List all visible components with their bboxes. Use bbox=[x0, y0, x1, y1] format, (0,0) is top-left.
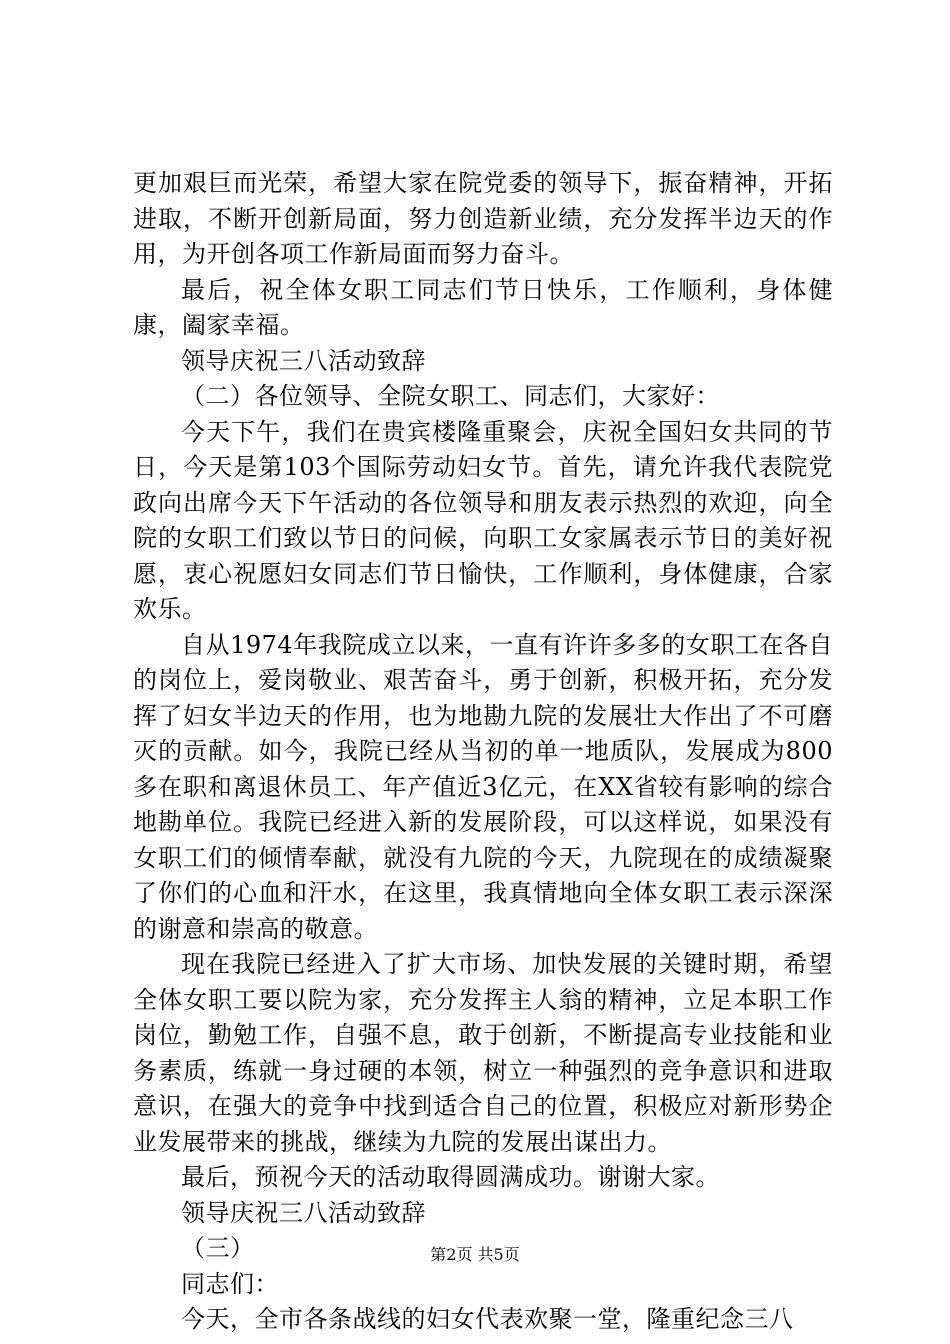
paragraph-3: （二）各位领导、全院女职工、同志们，大家好： bbox=[181, 382, 720, 410]
paragraph-4: 今天下午，我们在贵宾楼隆重聚会，庆祝全国妇女共同的节日，今天是第103个国际劳动妇女节。首先，请允许我代表院党政向出席今天下午活动的各位领导和朋友表示热烈的欢迎，向全院的女职工们致以节日的问候，向职工女家属表示节日的美好祝愿，衷心祝愿妇女同志们节日愉快，工作顺利，身体健康，合家欢乐。 bbox=[133, 417, 833, 623]
paragraph-8: 今天，全市各条战线的妇女代表欢聚一堂，隆重纪念三八 bbox=[181, 1305, 794, 1333]
salutation: 同志们： bbox=[181, 1269, 279, 1298]
paragraph-1: 更加艰巨而光荣，希望大家在院党委的领导下，振奋精神，开拓进取，不断开创新局面，努力创造新业绩，充分发挥半边天的作用，为开创各项工作新局面而努力奋斗。 bbox=[133, 169, 833, 268]
paragraph-6: 现在我院已经进入了扩大市场、加快发展的关键时期，希望全体女职工要以院为家，充分发挥主人翁的精神，立足本职工作岗位，勤勉工作，自强不息，敢于创新，不断提高专业技能和业务素质，练就一身过硬的本领，树立一种强烈的竞争意识和进取意识，在强大的竞争中找到适合自己的位置，积极应对新形势企业发展带来的挑战，继续为九院的发展出谋出力。 bbox=[133, 950, 833, 1156]
section-title-1: 领导庆祝三八活动致辞 bbox=[181, 346, 426, 375]
document-body bbox=[133, 166, 833, 1338]
page-footer bbox=[0, 1245, 950, 1265]
paragraph-7: 最后，预祝今天的活动取得圆满成功。谢谢大家。 bbox=[181, 1163, 720, 1191]
paragraph-2: 最后，祝全体女职工同志们节日快乐，工作顺利，身体健康，阖家幸福。 bbox=[133, 275, 833, 339]
paragraph-5: 自从1974年我院成立以来，一直有许许多多的女职工在各自的岗位上，爱岗敬业、艰苦奋斗，勇于创新，积极开拓，充分发挥了妇女半边天的作用，也为地勘九院的发展壮大作出了不可磨灭的贡献。如今，我院已经从当初的单一地质队，发展成为800多在职和离退休员工、年产值近3亿元，在XX省较有影响的综合地勘单位。我院已经进入新的发展阶段，可以这样说，如果没有女职工们的倾情奉献，就没有九院的今天，九院现在的成绩凝聚了你们的心血和汗水，在这里，我真情地向全体女职工表示深深的谢意和崇高的敬意。 bbox=[133, 630, 833, 943]
section-number: （三） bbox=[181, 1234, 255, 1262]
section-title-2: 领导庆祝三八活动致辞 bbox=[181, 1198, 426, 1227]
page-number: 第2页 共5页 bbox=[430, 1245, 520, 1264]
